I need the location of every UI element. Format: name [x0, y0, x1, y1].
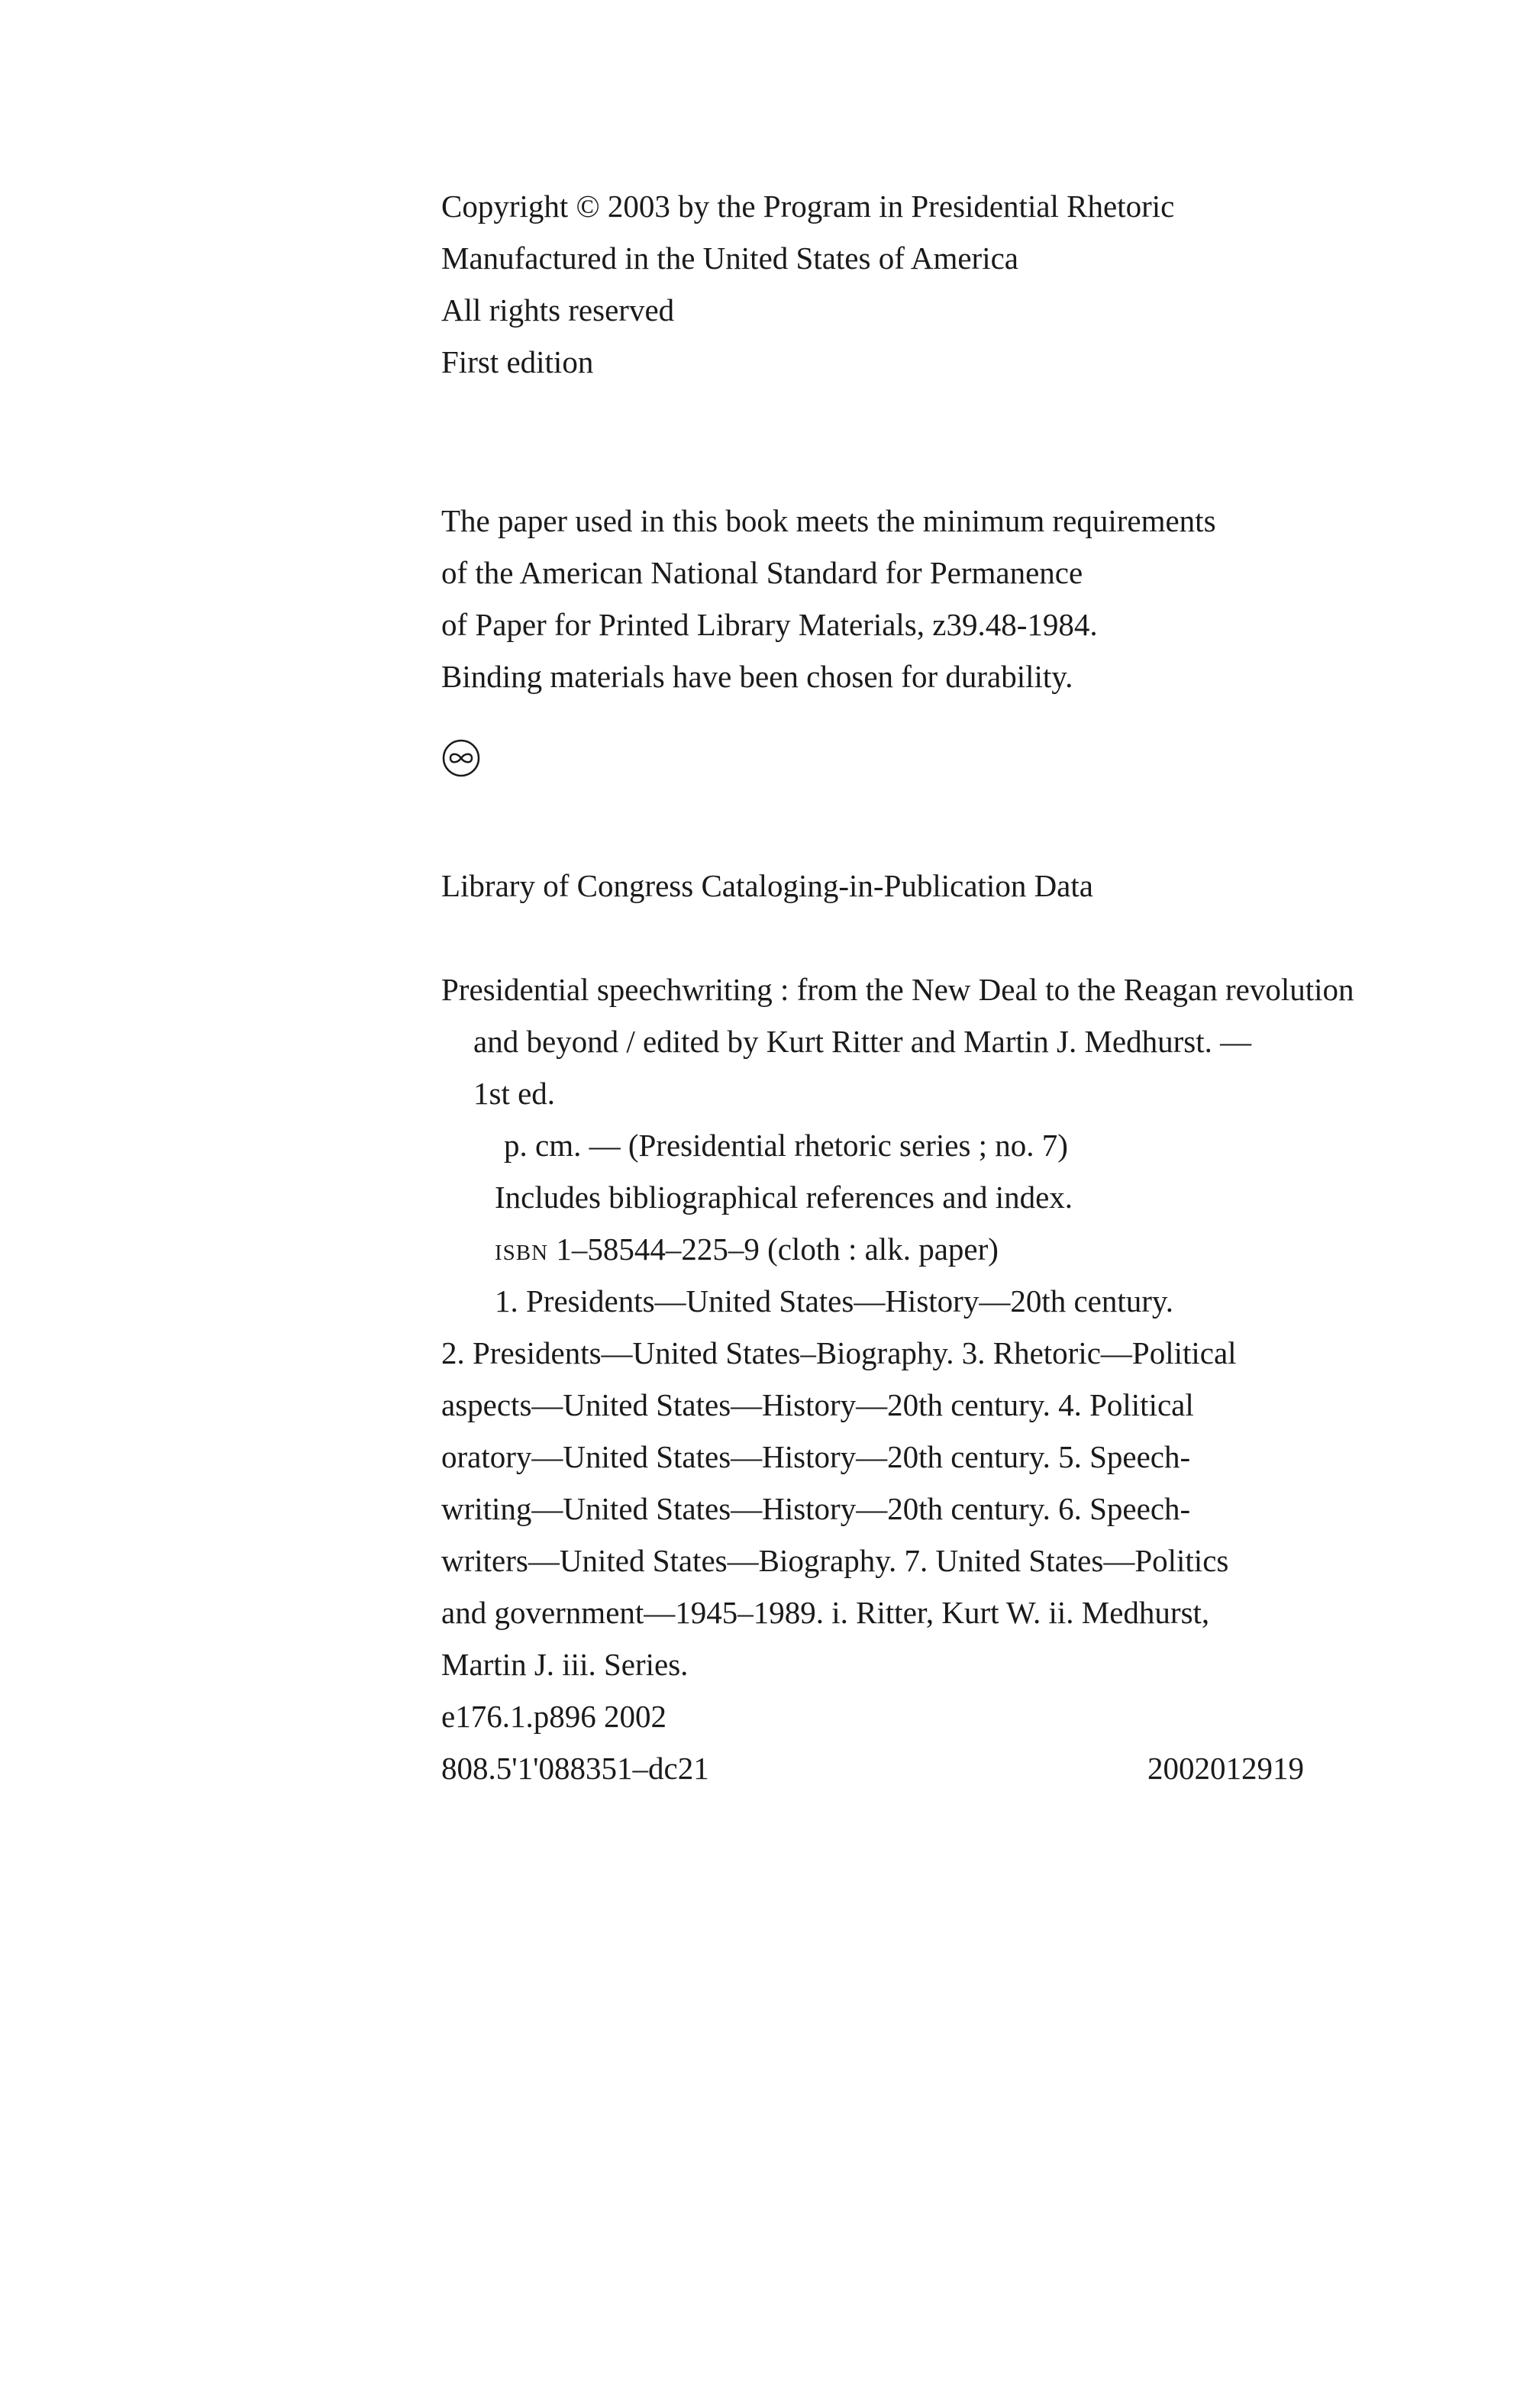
- cip-subject-line: writers—United States—Biography. 7. United States—Politics: [441, 1543, 1229, 1578]
- cip-lc-classification: e176.1.p896 2002: [441, 1699, 666, 1734]
- paper-notice-line: of Paper for Printed Library Materials, z39.48-1984.: [441, 607, 1098, 642]
- cip-title-line: 1st ed.: [473, 1076, 556, 1111]
- isbn-label: isbn: [495, 1231, 549, 1267]
- cip-subject-line: 2. Presidents—United States–Biography. 3. Rhetoric—Political: [441, 1335, 1237, 1370]
- cip-lccn: 2002012919: [1147, 1751, 1304, 1786]
- cip-title-line: and beyond / edited by Kurt Ritter and Martin J. Medhurst. —: [473, 1024, 1252, 1059]
- isbn-value: 1–58544–225–9 (cloth : alk. paper): [556, 1231, 999, 1267]
- cip-dewey-number: 808.5'1'088351–dc21: [441, 1751, 709, 1786]
- cip-heading: Library of Congress Cataloging-in-Publication Data: [441, 868, 1093, 903]
- copyright-line: Copyright © 2003 by the Program in Presidential Rhetoric: [441, 189, 1175, 224]
- cip-subject-line: oratory—United States—History—20th century. 5. Speech-: [441, 1439, 1191, 1474]
- cip-bibliography-note: Includes bibliographical references and index.: [495, 1180, 1073, 1215]
- cip-isbn: [495, 1231, 999, 1267]
- rights-line: All rights reserved: [441, 292, 675, 328]
- cip-physical-description: p. cm. — (Presidential rhetoric series ; no. 7): [504, 1128, 1068, 1163]
- cip-title-line: Presidential speechwriting : from the New Deal to the Reagan revolution: [441, 972, 1354, 1007]
- cip-subject-line: and government—1945–1989. i. Ritter, Kurt W. ii. Medhurst,: [441, 1595, 1210, 1630]
- cip-subject-line: writing—United States—History—20th century. 6. Speech-: [441, 1491, 1191, 1526]
- infinity-in-circle-icon: [441, 738, 481, 778]
- edition-line: First edition: [441, 344, 594, 379]
- paper-notice-line: The paper used in this book meets the minimum requirements: [441, 503, 1216, 538]
- manufacture-line: Manufactured in the United States of America: [441, 240, 1018, 276]
- cip-subject-line: 1. Presidents—United States—History—20th century.: [495, 1283, 1173, 1319]
- paper-notice-line: of the American National Standard for Permanence: [441, 555, 1083, 590]
- cip-subject-line: aspects—United States—History—20th century. 4. Political: [441, 1387, 1194, 1422]
- cip-subject-line: Martin J. iii. Series.: [441, 1647, 689, 1682]
- paper-notice-line: Binding materials have been chosen for durability.: [441, 659, 1073, 694]
